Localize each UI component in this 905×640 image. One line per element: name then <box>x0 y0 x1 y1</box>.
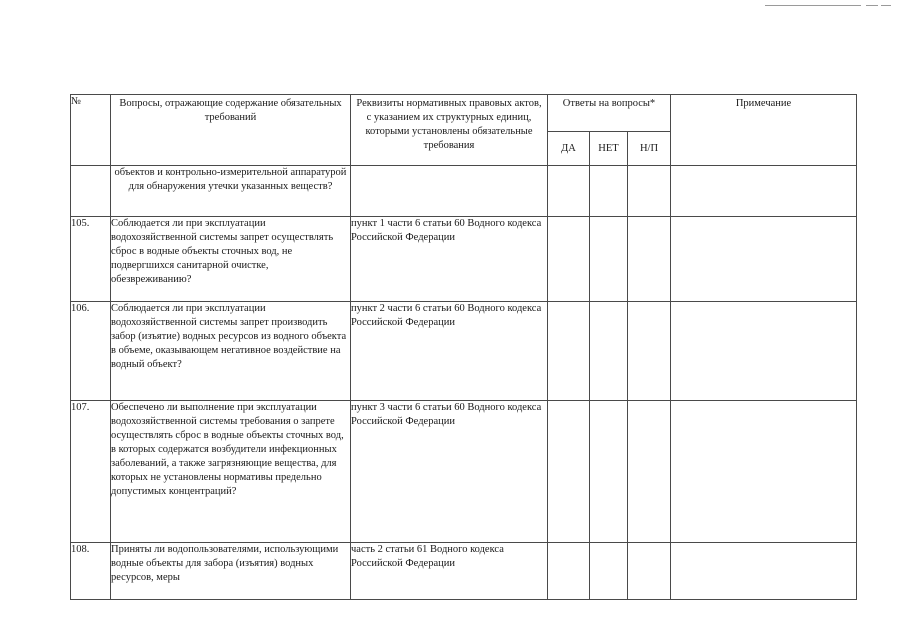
row-requisites: пункт 2 части 6 статьи 60 Водного кодекса Российской Федерации <box>351 302 548 401</box>
row-number: 107. <box>71 401 111 543</box>
row-question: Приняты ли водопользователями, использующими водные объекты для забора (изъятия) водных ресурсов, меры <box>111 543 351 600</box>
answer-na-cell <box>628 217 671 302</box>
header-no-cell <box>590 132 628 166</box>
scan-edge-mark <box>765 5 861 6</box>
answer-yes-cell <box>548 217 590 302</box>
answer-no-cell <box>590 543 628 600</box>
header-na: Н/П <box>639 143 659 154</box>
note-cell <box>671 401 857 543</box>
row-requisites: пункт 3 части 6 статьи 60 Водного кодекса Российской Федерации <box>351 401 548 543</box>
answer-na-cell <box>628 166 671 217</box>
answer-no-cell <box>590 217 628 302</box>
row-number: 108. <box>71 543 111 600</box>
header-questions: Вопросы, отражающие содержание обязательных требований <box>119 98 342 123</box>
row-number: 105. <box>71 217 111 302</box>
answer-yes-cell <box>548 166 590 217</box>
scan-edge-mark <box>881 5 891 6</box>
row-requisites: часть 2 статьи 61 Водного кодекса Российской Федерации <box>351 543 548 600</box>
continuation-num-cell <box>71 166 111 217</box>
header-na-cell <box>628 132 671 166</box>
table-row <box>71 543 857 600</box>
header-requisites: Реквизиты нормативных правовых актов, с указанием их структурных единиц, которыми установлены обязательные требования <box>356 98 542 151</box>
row-requisites: пункт 1 части 6 статьи 60 Водного кодекса Российской Федерации <box>351 217 548 302</box>
table-row-continuation <box>71 166 857 217</box>
answer-na-cell <box>628 401 671 543</box>
table-row <box>71 302 857 401</box>
header-number: № <box>71 95 111 166</box>
row-question: Соблюдается ли при эксплуатации водохозяйственной системы запрет осуществлять сброс в водные объекты сточных вод, не подвергшихся санитарной очистке, обезвреживанию? <box>111 217 351 302</box>
row-question: Обеспечено ли выполнение при эксплуатации водохозяйственной системы требования о запрете осуществлять сброс в водные объекты сточных вод, в которых содержатся возбудители инфекционных заболеваний, а также загрязняющие вещества, для которых не установлены нормативы предельно допустимых концентраций? <box>111 401 351 543</box>
header-note: Примечание <box>735 98 792 109</box>
table-row <box>71 217 857 302</box>
note-cell <box>671 166 857 217</box>
row-question: Соблюдается ли при эксплуатации водохозяйственной системы запрет производить забор (изъятие) водных ресурсов из водного объекта в объеме, оказывающем негативное воздействие на водный объект? <box>111 302 351 401</box>
answer-yes-cell <box>548 401 590 543</box>
answer-no-cell <box>590 166 628 217</box>
header-answers-cell <box>548 95 671 132</box>
answer-no-cell <box>590 401 628 543</box>
checklist-table <box>70 94 857 600</box>
answer-na-cell <box>628 302 671 401</box>
header-yes: ДА <box>561 143 576 154</box>
answer-yes-cell <box>548 543 590 600</box>
answer-no-cell <box>590 302 628 401</box>
header-questions-cell <box>111 95 351 166</box>
note-cell <box>671 543 857 600</box>
note-cell <box>671 217 857 302</box>
header-requisites-cell <box>351 95 548 166</box>
header-answers: Ответы на вопросы* <box>562 98 656 109</box>
continuation-question: объектов и контрольно-измерительной аппаратурой для обнаружения утечки указанных веществ? <box>111 166 351 217</box>
header-note-cell <box>671 95 857 166</box>
header-row <box>71 95 857 132</box>
header-no: НЕТ <box>598 143 619 154</box>
row-number: 106. <box>71 302 111 401</box>
table-row <box>71 401 857 543</box>
header-yes-cell <box>548 132 590 166</box>
continuation-requisites-cell <box>351 166 548 217</box>
scan-edge-mark <box>866 5 878 6</box>
answer-yes-cell <box>548 302 590 401</box>
note-cell <box>671 302 857 401</box>
answer-na-cell <box>628 543 671 600</box>
